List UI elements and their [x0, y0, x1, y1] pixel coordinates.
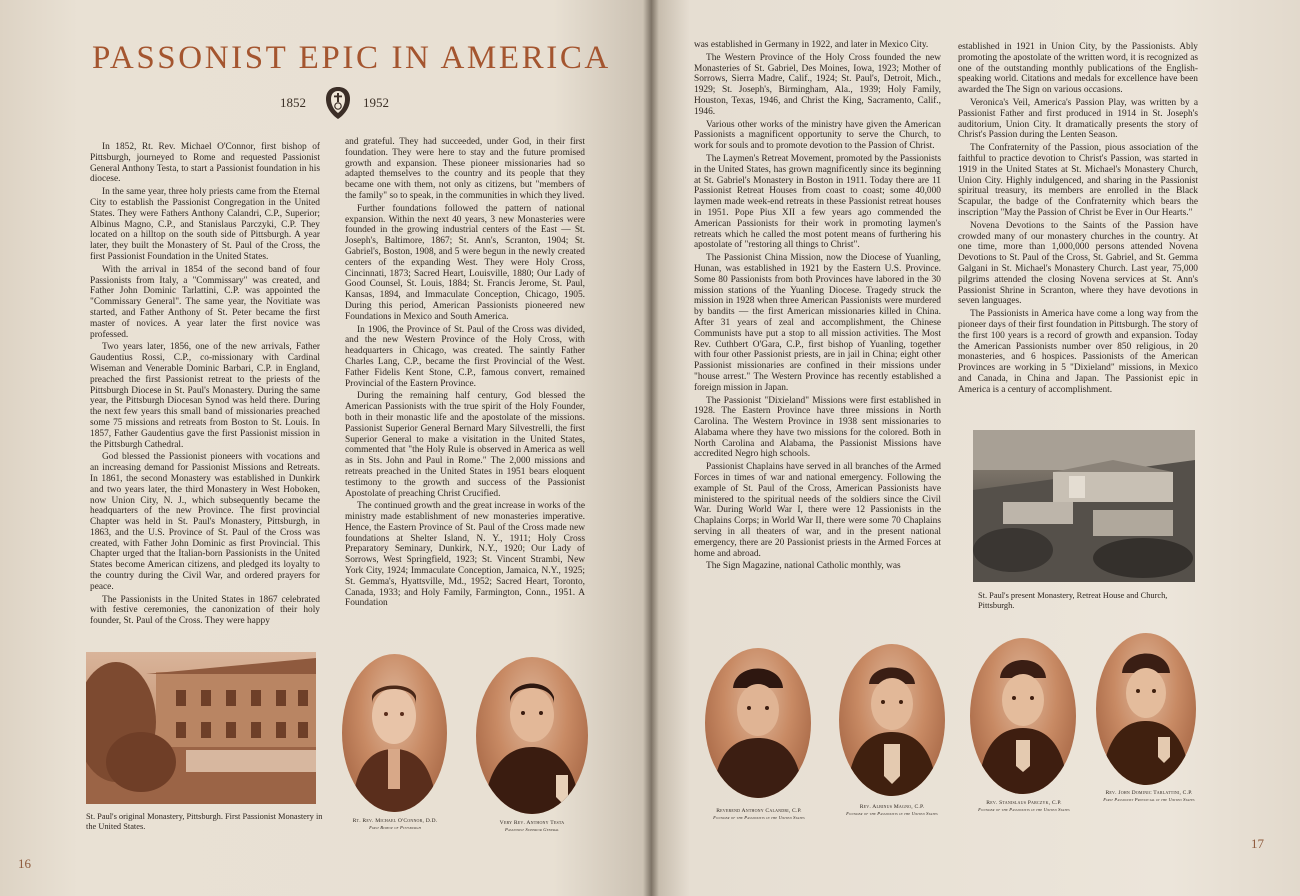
original-monastery-photo — [86, 652, 316, 804]
portrait-role: Passionist Superior General — [505, 827, 559, 832]
paragraph: The Western Province of the Holy Cross founded the new Monasteries of St. Gabriel, Des Moines, Iowa, 1923; Mother of Sorrows, Sierra Madre, Calif., 1924; St. Paul's, Detroit, Mich., 1929; St. Joseph's, Birmingham, Ala., 1939; Holy Family, Houston, Texas, 1946, and Christ the King, Sacramento, Calif., 1946. — [694, 52, 941, 117]
paragraph: Various other works of the ministry have given the American Passionists a magnificent opportunity to serve the Church, to work for souls and to promote devotion to the Passion of Christ. — [694, 119, 941, 152]
paragraph: In 1852, Rt. Rev. Michael O'Connor, first bishop of Pittsburgh, journeyed to Rome and requested Passionist General Anthony Testa, to start a Passionist foundation in his diocese. — [90, 142, 320, 185]
portrait-role: Founder of the Passionists in the United States — [713, 815, 805, 820]
portrait-anthony-calandri — [705, 648, 811, 798]
paragraph: Two years later, 1856, one of the new arrivals, Father Gaudentius Rossi, C.P., co-missionary with Cardinal Wiseman and Venerable Dominic Barbari, C.P. in England, preached the first Passionist retreat to the priests of the Pittsburgh Diocese in St. Paul's Monastery. During the same year, the Pittsburgh Diocesan Synod was held there. During the next few years this small band of missionaries preached some 75 missions and retreats from Boston to St. Louis. In 1857, Father Gaudentius gave the first Passionist mission in the Pittsburgh Cathedral. — [90, 342, 320, 450]
paragraph: Passionist Chaplains have served in all branches of the Armed Forces in times of war and national emergency. Following the example of St. Paul of the Cross, American Passionists have ministered to the spiritual needs of the soldiers since the Civil War. During World War I, there were 12 Passionists in the Chaplains Corps; in World War II, there were some 70 Chaplains serving in all theaters of war, and in the present national emergency, there are 20 Passionist priests in the Armed Forces at home and abroad. — [694, 462, 941, 559]
paragraph: The Sign Magazine, national Catholic monthly, was — [706, 561, 901, 572]
portrait-caption-testa — [472, 820, 592, 833]
paragraph: The Passionist "Dixieland" Missions were first established in 1928. The Eastern Province have three missions in North Carolina. The Western Province in 1938 sent missionaries to Alabama where they have two missions for the colored. Both in North Carolina and Alabama, the Passionist Missions have accredited Negro high schools. — [694, 395, 941, 460]
portrait-role: First Bishop of Pittsburgh — [369, 825, 421, 830]
paragraph: The Passionists in the United States in 1867 celebrated with festive ceremonies, the canonization of their holy founder, St. Paul of the Cross. They were happy — [90, 594, 320, 627]
text-column-4 — [958, 42, 1198, 452]
portrait-caption-tarlattini — [1089, 790, 1209, 803]
text-column-1 — [90, 142, 320, 642]
present-monastery-photo — [973, 430, 1195, 582]
portrait-michael-oconnor — [342, 654, 447, 812]
paragraph: In 1906, the Province of St. Paul of the Cross was divided, and the new Western Province of the Holy Cross, with headquarters in Chicago, was created. The saintly Father Charles Lang, C.P., became the first Provincial of the West. Father Fidelis Kent Stone, C.P., famous convert, remained Provincial of the Eastern Province. — [345, 324, 585, 389]
paragraph: In the same year, three holy priests came from the Eternal City to establish the Passionist Congregation in the United States. They were Fathers Anthony Calandri, C.P., Superior; Albinus Magno, C.P., and Stanislaus Parczyki, C.P. They located on a hilltop on the south side of Pittsburgh. A year later, they built the Monastery of St. Paul of the Cross, the first Passionist Foundation in the United States. — [90, 187, 320, 262]
text-column-3 — [694, 40, 941, 630]
portrait-name: Rev. Albinus Magno, C.P. — [859, 804, 925, 810]
paragraph: The Passionists in America have come a long way from the pioneer days of their first foundation in Pittsburgh. The story of the first 100 years is a record of growth and expansion. Today the American Passionists number over 850 religious, in 20 monasteries, and 6 hospices. Passionists of the American Provinces are working in 5 "Dixieland" missions, in Mexico and Canada, in China and Japan. The Passionist epic in America is a century of accomplishment. — [958, 309, 1198, 395]
original-monastery-caption: St. Paul's original Monastery, Pittsburgh. First Passionist Monastery in the United States. — [86, 812, 323, 831]
page-gutter — [643, 0, 659, 896]
portrait-role: Founder of the Passionists in the United States — [846, 811, 938, 816]
text-column-2 — [345, 137, 585, 642]
paragraph: The continued growth and the great increase in works of the ministry made establishment of new monasteries imperative. Hence, the Eastern Province of St. Paul of the Cross made new foundations at Shelter Island, N. Y., 1911; Holy Cross Preparatory Seminary, Dunkirk, N.Y., 1920; Our Lady of Sorrows, West Springfield, 1923; St. Vincent Strambi, New York City, 1924; Immaculate Conception, Jamaica, N.Y., 1925; St. Gemma's, Hyattsville, Md., 1952; Sacred Heart, Toronto, Canada, 1933; and Holy Family, Farmington, Conn., 1951. A Foundation — [345, 501, 585, 609]
portrait-caption-magno — [831, 804, 953, 817]
paragraph: was established in Germany in 1922, and later in Mexico City. — [694, 40, 929, 50]
portrait-name: Rev. John Dominic Tarlattini, C.P. — [1105, 790, 1193, 796]
paragraph: God blessed the Passionist pioneers with vocations and an increasing demand for Passionist Missions and Retreats. In 1861, the second Monastery was established in Dunkirk and two years later, the third Monastery in West Hoboken, now Union City, N. J., which subsequently became the headquarters of the new Province. The first provincial Chapter was held in St. Paul's Monastery, Pittsburgh, in 1863, and the U.S. Province of St. Paul of the Cross was created, with Father John Dominic as first Provincial. This Chapter urged that the Italian-born Passionists in the United States become American citizens, and pledged its loyalty to the country during the Civil War, and ordered prayers for peace. — [90, 452, 320, 592]
paragraph: The Confraternity of the Passion, pious association of the faithful to practice devotion to Christ's Passion, was started in 1919 in the United States at St. Michael's Monastery Church, Union City. Highly indulgenced, and sharing in the Passionist spiritual treasury, its members are enrolled in the Black Scapular, the badge of the Confraternity which bears the inscription "May the Passion of Christ be Ever in Our Hearts." — [958, 143, 1198, 218]
portrait-name: Very Rev. Anthony Testa — [499, 820, 565, 826]
portrait-caption-oconnor — [336, 818, 454, 831]
portrait-stanislaus-parczyk — [970, 638, 1076, 794]
paragraph: With the arrival in 1854 of the second band of four Passionists from Italy, a "Commissary" was created, and Father John Dominic Tarlattini, C.P. was appointed the "Commissary General". The same year, the Novitiate was started, and Father Anthony of St. Peter became the first master of novices. A year later the first novice was professed. — [90, 264, 320, 340]
portrait-name: Rev. Stanislaus Parczyk, C.P. — [986, 800, 1062, 806]
year-end: 1952 — [363, 95, 389, 110]
portrait-role: First Passionist Provincial in the United States — [1103, 797, 1195, 802]
paragraph: established in 1921 in Union City, by the Passionists. Ably promoting the apostolate of the written word, it is recognized as one of the outstanding monthly publications of the English-speaking world. Citations and medals for excellence have been awarded the The Sign on various occasions. — [958, 42, 1198, 96]
portrait-john-dominic-tarlattini — [1096, 633, 1196, 785]
paragraph: and grateful. They had succeeded, under God, in their first foundation. They were here to stay and the future promised growth and expansion. These pioneer missionaries had so adapted themselves to the country and its people that they became one with them, not only as citizens, but "members of the family" so to speak, in the communities in which they lived. — [345, 137, 585, 201]
paragraph: Veronica's Veil, America's Passion Play, was written by a Passionist Father and first produced in 1914 in St. Joseph's auditorium, Union City. It dramatically presents the story of Christ's Passion during the Lenten Season. — [958, 97, 1198, 141]
paragraph: The Passionist China Mission, now the Diocese of Yuanling, Hunan, was established in 1921 by the Eastern U.S. Province. Some 80 Passionists from both Provinces have labored in the 30 mission stations of the Yuanling Diocese. Tragedy struck the mission in 1928 when three American Passionists were murdered by bandits — the first American missionaries killed in China. After 31 years of zeal and accomplishment, the Chinese Communists have put a stop to all mission activities. The Most Rev. Cuthbert O'Gara, C.P., first bishop of Yuanling, together with four other Passionist priests, are in jail in China; eight other Passionist missionaries are confined in their missions under "house arrest." The Western Province has recently established a foreign mission in Japan. — [694, 253, 941, 393]
portrait-name: Rt. Rev. Michael O'Connor, D.D. — [352, 818, 438, 824]
passionist-emblem-icon — [323, 86, 353, 120]
page-number-right: 17 — [1251, 836, 1264, 851]
portrait-anthony-testa — [476, 657, 588, 814]
portrait-albinus-magno — [839, 644, 945, 796]
paragraph: Further foundations followed the pattern of national expansion. Within the next 40 years, 3 new Monasteries were founded in the growing industrial centers of the East — St. Joseph's, Baltimore, 1867; St. Ann's, Scranton, 1904; St. Gabriel's, Boston, 1908, and 5 were begun in the newly created centers of the expanding West. They were Holy Cross, Cincinnati, 1873; Sacred Heart, Louisville, 1880; Our Lady of Good Counsel, St. Louis, 1884; St. Francis Jerome, St. Paul, Kansas, 1894, and Immaculate Conception, Chicago, 1905. During this period, American Passionists pioneered new Foundations in Mexico and South America. — [345, 203, 585, 322]
year-range — [240, 86, 460, 126]
paragraph: Novena Devotions to the Saints of the Passion have crowded many of our monastery churches in the country. At one time, more than 1,000,000 persons attended Novena Devotions to St. Paul of the Cross, St. Gabriel, and St. Gemma Galgani in St. Michael's Monastery Church. Last year, 75,000 pilgrims attended the closing Novena services at St. Ann's Passionist Shrine in Scranton, where they have devotions in seven languages. — [958, 220, 1198, 307]
portrait-role: Founder of the Passionists in the United States — [978, 807, 1070, 812]
paragraph: The Laymen's Retreat Movement, promoted by the Passionists in the United States, has grown magnificently since its beginning at St. Gabriel's Monastery in Boston in 1911. Today there are 11 Passionist Retreat Houses from coast to coast; some 40,000 laymen made week-end retreats in these Passionist retreat houses in 1951. Pope Pius XII a few years ago commended the American Passionists for their work in promoting laymen's retreats which he called the most potent means of furthering his apostolate of "restoring all things to Christ". — [694, 153, 941, 251]
article-title: PASSONIST EPIC IN AMERICA — [92, 40, 611, 76]
portrait-caption-parczyk — [963, 800, 1085, 813]
page-number-left: 16 — [18, 856, 31, 871]
year-start: 1852 — [280, 95, 306, 110]
portrait-caption-calandri — [699, 808, 819, 821]
paragraph: During the remaining half century, God blessed the American Passionists with the true spirit of the Holy Founder, both in their monastic life and the apostolate of the missions. Passionist Superior General Bernard Mary Silvestrelli, the first Superior General to make a visitation in the United States, commented that "the Holy Rule is observed in America as well as in Sts. John and Paul in Rome." The 2,000 missions and retreats preached in the United States in 1951 bears eloquent testimony to the growth and success of the Passionist Apostolate of preaching Christ Crucified. — [345, 391, 585, 499]
present-monastery-caption: St. Paul's present Monastery, Retreat House and Church, Pittsburgh. — [978, 591, 1168, 610]
portrait-name: Reverend Anthony Calandri, C.P. — [716, 808, 802, 814]
